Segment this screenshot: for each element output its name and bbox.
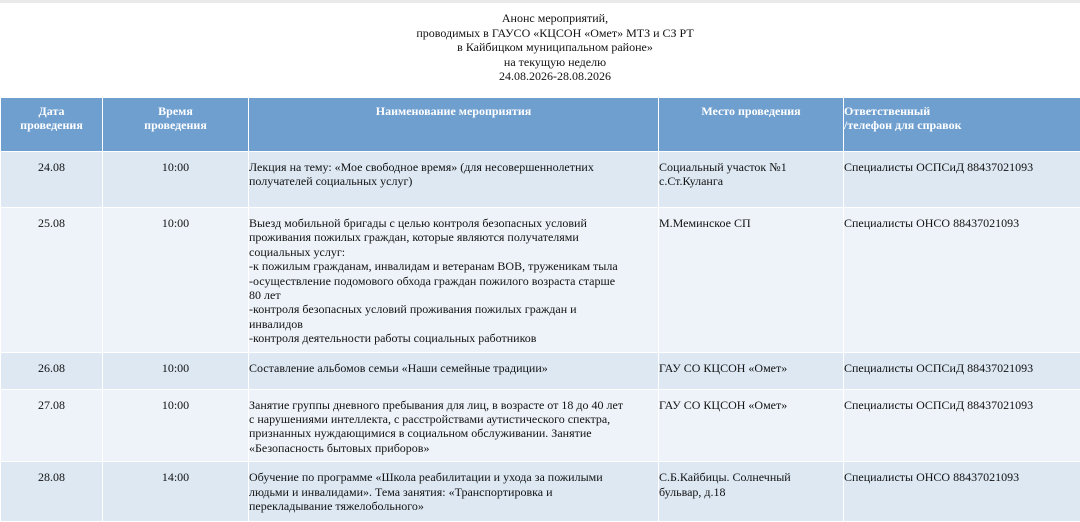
cell-place: С.Б.Кайбицы. Солнечный бульвар, д.18 [659, 462, 844, 522]
cell-event-name: Занятие группы дневного пребывания для лиц, в возрасте от 18 до 40 лет с нарушениями интеллекта, с расстройствами аутистического спектра, признанных нуждающимися в социальном обслуживании. Занятие «Безопасность бытовых приборов» [249, 389, 659, 462]
header-responsible: Ответственный /телефон для справок [844, 98, 1080, 152]
heading-date-range: 24.08.2026-28.08.2026 [0, 69, 1080, 84]
cell-time: 10:00 [103, 389, 249, 462]
cell-event-name: Обучение по программе «Школа реабилитации и ухода за пожилыми людьми и инвалидами». Тема занятия: «Транспортировка и перекладывание тяжелобольного» [249, 462, 659, 522]
cell-place: М.Меминское СП [659, 208, 844, 353]
header-time: Время проведения [103, 98, 249, 152]
heading-line: в Кайбицком муниципальном районе» [0, 40, 1080, 55]
cell-place: Социальный участок №1 с.Ст.Кулангa [659, 152, 844, 208]
cell-time: 10:00 [103, 152, 249, 208]
table-row [1, 462, 1080, 522]
cell-date: 27.08 [1, 389, 103, 462]
heading-line: на текущую неделю [0, 55, 1080, 70]
heading-line: Анонс мероприятий, [0, 11, 1080, 26]
cell-date: 28.08 [1, 462, 103, 522]
cell-date: 25.08 [1, 208, 103, 353]
cell-responsible: Специалисты ОНСО 88437021093 [844, 208, 1080, 353]
cell-date: 26.08 [1, 352, 103, 389]
table-row [1, 208, 1080, 353]
cell-time: 10:00 [103, 208, 249, 353]
cell-event-name: Лекция на тему: «Мое свободное время» (для несовершеннолетних получателей социальных услуг) [249, 152, 659, 208]
cell-responsible: Специалисты ОНСО 88437021093 [844, 462, 1080, 522]
table-row [1, 152, 1080, 208]
table-row [1, 352, 1080, 389]
cell-event-name: Выезд мобильной бригады с целью контроля безопасных условий проживания пожилых граждан, которые являются получателями социальных услуг: -к пожилым гражданам, инвалидам и ветеранам ВОВ, труженикам тыла -осуществление подомового обхода граждан пожилого возраста старше 80 лет -контроля безопасных условий проживания пожилых граждан и инвалидов -контроля деятельности работы социальных работников [249, 208, 659, 353]
cell-event-name: Составление альбомов семьи «Наши семейные традиции» [249, 352, 659, 389]
cell-place: ГАУ СО КЦСОН «Омет» [659, 352, 844, 389]
cell-date: 24.08 [1, 152, 103, 208]
cell-responsible: Специалисты ОСПСиД 88437021093 [844, 152, 1080, 208]
events-table [0, 97, 1080, 522]
heading-line: проводимых в ГАУСО «КЦСОН «Омет» МТЗ и СЗ РТ [0, 26, 1080, 41]
cell-time: 14:00 [103, 462, 249, 522]
header-place: Место проведения [659, 98, 844, 152]
cell-responsible: Специалисты ОСПСиД 88437021093 [844, 352, 1080, 389]
table-row [1, 389, 1080, 462]
top-divider [0, 0, 1080, 3]
table-header-row [1, 98, 1080, 152]
header-event-name: Наименование мероприятия [249, 98, 659, 152]
cell-place: ГАУ СО КЦСОН «Омет» [659, 389, 844, 462]
cell-responsible: Специалисты ОСПСиД 88437021093 [844, 389, 1080, 462]
header-date: Дата проведения [1, 98, 103, 152]
cell-time: 10:00 [103, 352, 249, 389]
document-heading [0, 11, 1080, 84]
